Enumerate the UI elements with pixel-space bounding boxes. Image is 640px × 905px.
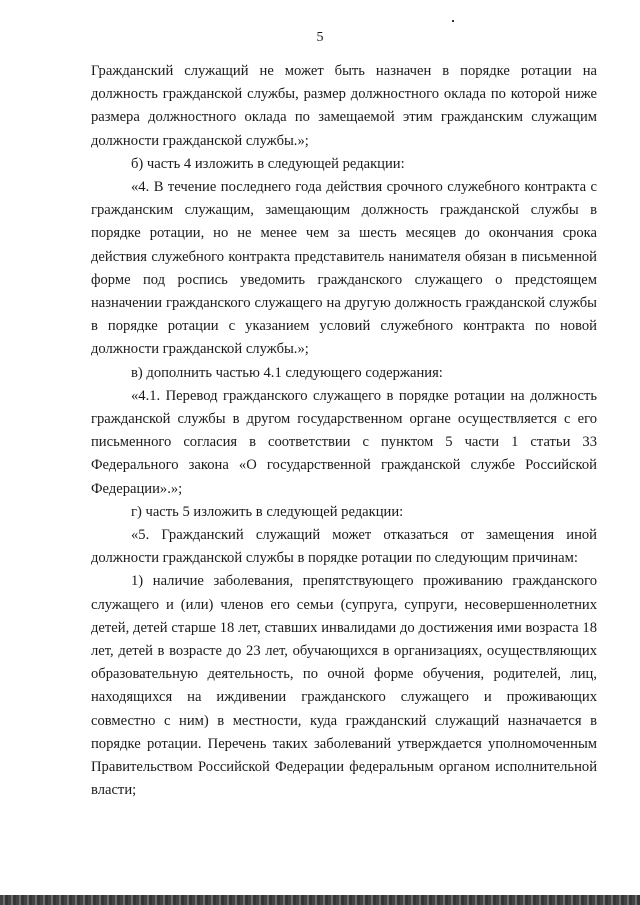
paragraph: «4. В течение последнего года действия срочного служебного контракта с гражданским служащим, замещающим должность гражданской службы в порядке ротации, но не менее чем за шесть месяцев до окончания срока действия служебного контракта представитель нанимателя обязан в письменной форме под роспись уведомить гражданского служащего о предстоящем назначении гражданского служащего на другую должность гражданской службы в порядке ротации с указанием условий служебного контракта по новой должности гражданской службы.»; <box>91 179 597 358</box>
paragraph: 1) наличие заболевания, препятствующего проживанию гражданского служащего и (или) членов его семьи (супруга, супруги, несовершеннолетних детей, детей старше 18 лет, ставших инвалидами до достижения ими возраста 18 лет, детей в возрасте до 23 лет, обучающихся в организациях, осуществляющих образовательную деятельность, по очной форме обучения, родителей, лиц, находящихся на иждивении гражданского служащего и проживающих совместно с ним) в местности, куда гражданский служащий назначается в порядке ротации. Перечень таких заболеваний утверждается уполномоченным Правительством Российской Федерации федеральным органом исполнительной власти; <box>91 573 597 799</box>
paragraph: б) часть 4 изложить в следующей редакции: <box>131 155 405 172</box>
scan-speck <box>452 20 454 22</box>
document-body <box>91 60 597 803</box>
paragraph: Гражданский служащий не может быть назначен в порядке ротации на должность гражданской службы, размер должностного оклада по которой ниже размера должностного оклада по замещаемой этим гражданским служащим должности гражданской службы.»; <box>91 63 597 149</box>
scan-edge-border <box>0 895 640 905</box>
paragraph: г) часть 5 изложить в следующей редакции: <box>131 503 404 520</box>
paragraph: «4.1. Перевод гражданского служащего в порядке ротации на должность гражданской службы в другом государственном органе осуществляется с его письменного согласия в соответствии с пунктом 5 части 1 статьи 33 Федерального закона «О государственной гражданской службе Российской Федерации».»; <box>91 387 597 497</box>
page-number: 5 <box>316 30 324 45</box>
paragraph: в) дополнить частью 4.1 следующего содержания: <box>131 364 443 381</box>
paragraph: «5. Гражданский служащий может отказаться от замещения иной должности гражданской службы в порядке ротации по следующим причинам: <box>91 527 597 567</box>
